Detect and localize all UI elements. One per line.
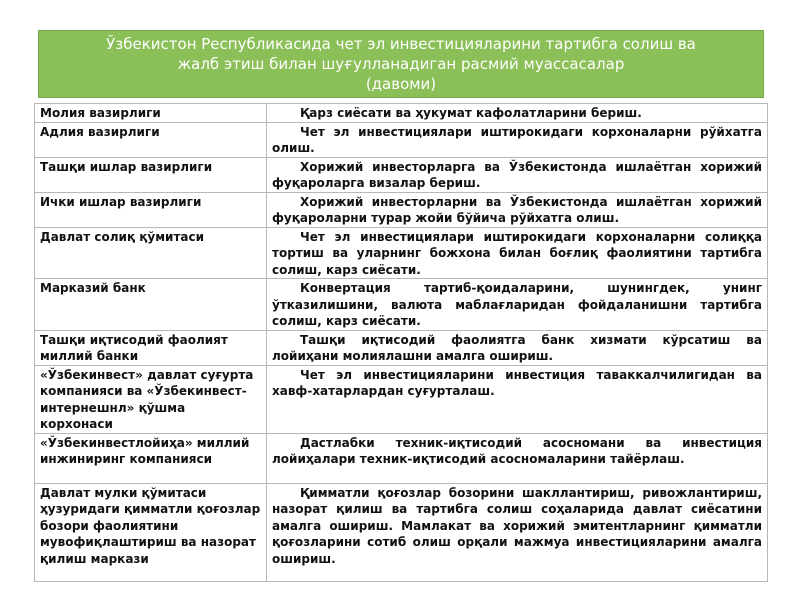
table-row — [35, 279, 768, 331]
org-cell: Ташқи ишлар вазирлиги — [35, 157, 267, 192]
table-row — [35, 192, 768, 227]
table-row — [35, 104, 768, 123]
org-cell: Давлат мулки қўмитаси ҳузуридаги қимматли қоғозлар бозори фаолиятини мувофиқлаштириш ва назорат қилиш маркази — [35, 483, 267, 581]
table-row — [35, 365, 768, 433]
title-line-2: жалб этиш билан шуғулланадиган расмий муассасалар — [177, 55, 625, 73]
desc-cell: Хорижий инвесторларни ва Ўзбекистонда ишлаётган хорижий фуқароларни турар жойи бўйича рўйхатга олиш. — [267, 192, 768, 227]
table-row — [35, 157, 768, 192]
org-cell: «Ўзбекинвестлойиҳа» миллий инжиниринг компанияси — [35, 433, 267, 483]
org-cell: Давлат солиқ қўмитаси — [35, 227, 267, 279]
title-line-3: (давоми) — [365, 75, 437, 93]
desc-cell: Дастлабки техник-иқтисодий асосномани ва инвестиция лойиҳалари техник-иқтисодий асосномаларини тайёрлаш. — [267, 433, 768, 483]
table-row — [35, 122, 768, 157]
desc-cell: Ташқи иқтисодий фаолиятга банк хизмати кўрсатиш ва лойиҳани молиялашни амалга ошириш. — [267, 330, 768, 365]
desc-cell: Хорижий инвесторларга ва Ўзбекистонда ишлаётган хорижий фуқароларга визалар бериш. — [267, 157, 768, 192]
org-cell: Адлия вазирлиги — [35, 122, 267, 157]
desc-cell: Чет эл инвестициялари иштирокидаги корхоналарни рўйхатга олиш. — [267, 122, 768, 157]
desc-cell: Қимматли қоғозлар бозорини шакллантириш, ривожлантириш, назорат қилиш ва тартибга солиш соҳаларида давлат сиёсатини амалга ошириш. Мамлакат ва хорижий эмитентларнинг қимматли қоғозларини сотиб олиш орқали мажмуа инвестицияларини амалга ошириш. — [267, 483, 768, 581]
org-cell: Марказий банк — [35, 279, 267, 331]
desc-cell: Конвертация тартиб-қоидаларини, шунингдек, унинг ўтказилишини, валюта маблағларидан фойдаланишни тартибга солиш, карз сиёсати. — [267, 279, 768, 331]
desc-cell: Чет эл инвестициялари иштирокидаги корхоналарни солиққа тортиш ва уларнинг божхона билан боғлиқ фаолиятини тартибга солиш, карз сиёсати. — [267, 227, 768, 279]
table-row — [35, 483, 768, 581]
org-cell: Ички ишлар вазирлиги — [35, 192, 267, 227]
slide-title — [38, 30, 764, 98]
desc-cell: Қарз сиёсати ва ҳукумат кафолатларини бериш. — [267, 104, 768, 123]
title-line-1: Ўзбекистон Республикасида чет эл инвестицияларини тартибга солиш ва — [106, 35, 696, 53]
table-row — [35, 330, 768, 365]
desc-cell: Чет эл инвестицияларини инвестиция таваккалчилигидан ва хавф-хатарлардан суғурталаш. — [267, 365, 768, 433]
table-row — [35, 433, 768, 483]
institutions-table — [34, 103, 768, 582]
org-cell: «Ўзбекинвест» давлат суғурта компанияси ва «Ўзбекинвест-интернешнл» қўшма корхонаси — [35, 365, 267, 433]
org-cell: Молия вазирлиги — [35, 104, 267, 123]
table-row — [35, 227, 768, 279]
org-cell: Ташқи иқтисодий фаолият миллий банки — [35, 330, 267, 365]
